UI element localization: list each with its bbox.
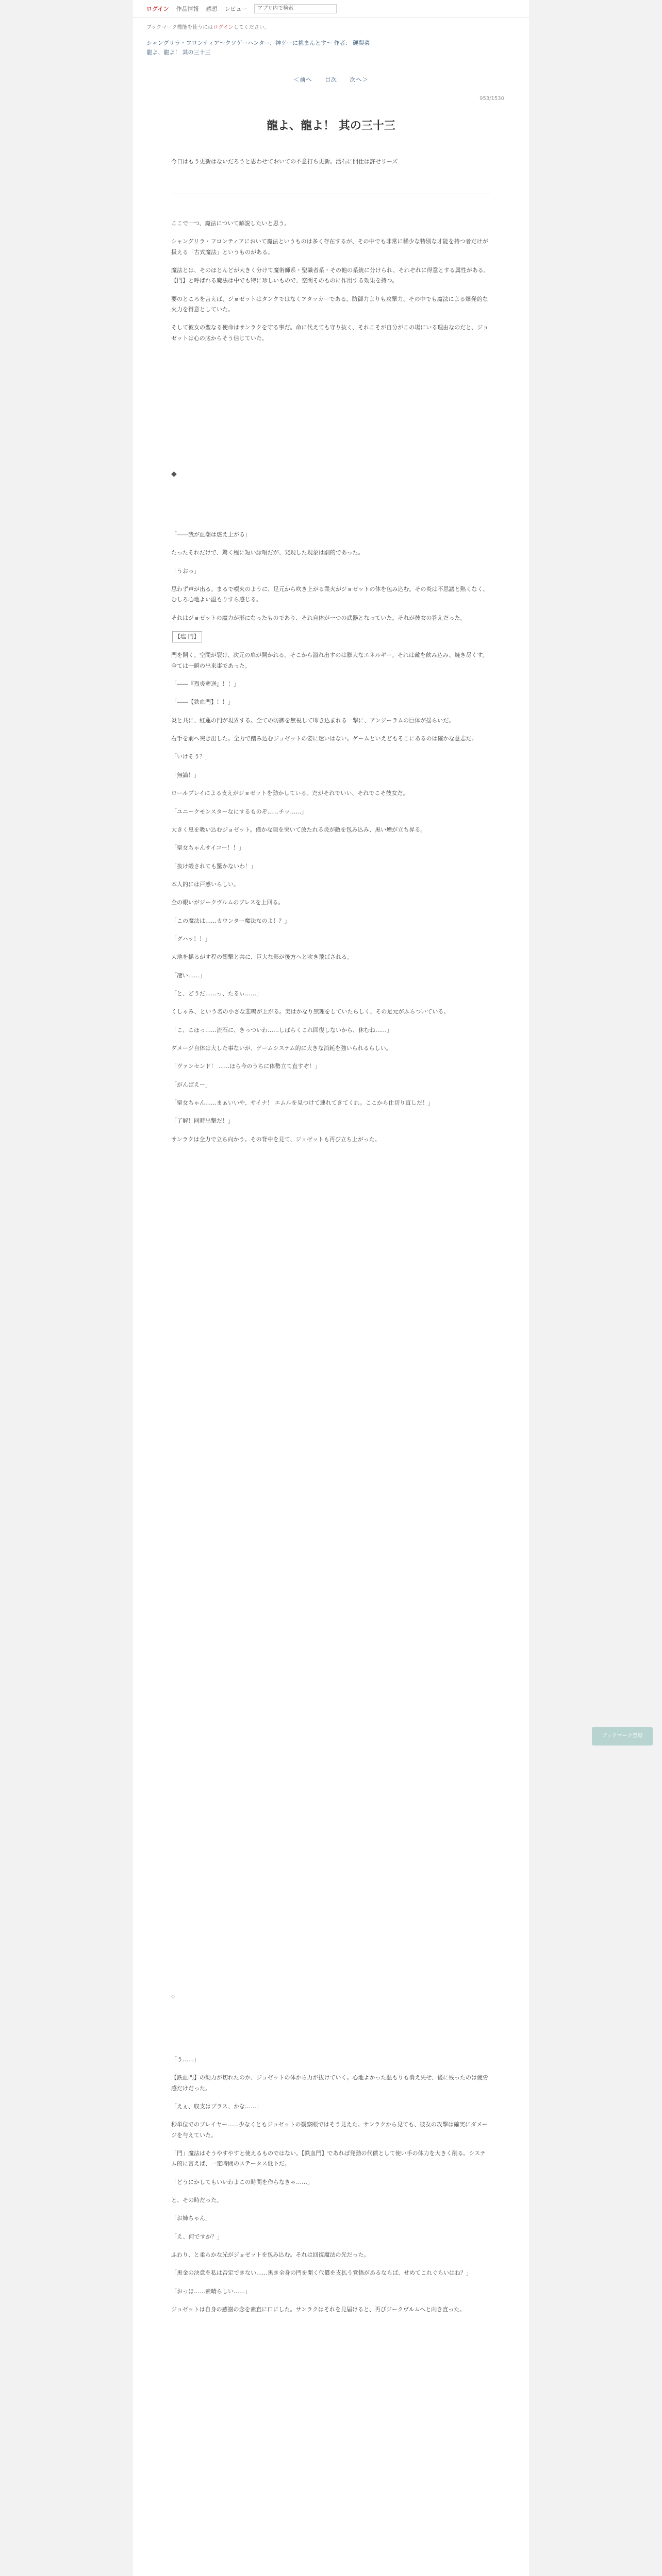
paragraph: 「こ、こほっ……流石に、きっついわ……しばらくこれ回復しないから、休むね……」: [171, 1026, 392, 1033]
login-link[interactable]: ログイン: [146, 5, 169, 12]
paragraph: 「いけそう？」: [171, 753, 211, 760]
chapter-title: 龍よ、龍よ！ 其の三十三: [267, 119, 395, 133]
novel-body-part-3: [171, 2055, 491, 2323]
author-link[interactable]: 硬梨菜: [353, 40, 370, 46]
paragraph: 要のところを言えば、ジョゼットはタンクではなくアタッカーである。防御力よりも攻撃力、その中でも魔法による爆発的な火力を得意としていた。: [171, 295, 488, 313]
paragraph: 「おっほ……素晴らしい……」: [171, 2287, 251, 2295]
foreword: [171, 157, 491, 175]
notice-suffix: してください。: [233, 25, 270, 30]
paragraph: 「抜け殻されても驚かないわ！」: [171, 862, 256, 870]
paragraph: 「がんばえー」: [171, 1081, 211, 1088]
search-input[interactable]: [254, 4, 337, 13]
paragraph: 秒単位でのブレイヤー……少なくともジョゼットの観察眼ではそう見えた。サンラクから見ても、彼女の攻撃は確実にダメージを与えていた。: [171, 2121, 488, 2139]
notice-prefix: ブックマーク機能を使うには: [146, 25, 213, 30]
nav-item-reviews[interactable]: レビュー: [224, 5, 247, 12]
novel-body-part-2: [171, 530, 491, 1153]
paragraph: くしゃみ、という名の小さな悲鳴が上がる。実はかなり無理をしていたらしく、その足元がふらついている。: [171, 1008, 450, 1015]
paragraph: シャングリラ・フロンティアにおいて魔法というものは多く存在するが、その中でも非常に稀少な特別な才能を持つ者だけが扱える「古式魔法」というものがある。: [171, 238, 488, 256]
paragraph: 「えぇ、収支はプラス、かな……」: [171, 2103, 262, 2110]
paragraph: 「凄い……」: [171, 972, 205, 979]
paragraph: 炎と共に、紅蓮の門が現界する。全ての防御を無視して叩き込まれる一撃に、アンジーラムの巨体が揺らいだ。: [171, 717, 455, 724]
paragraph: 「グハッ！！」: [171, 935, 211, 942]
paragraph: ここで一つ、魔法について解説したいと思う。: [171, 220, 290, 227]
novel-body-part-1: [171, 218, 491, 351]
boxed-term: 【塩 門】: [172, 631, 202, 642]
table-of-contents-link[interactable]: 目次: [325, 76, 337, 83]
foreword-paragraph: 今日はもう更新はないだろうと思わせておいての不意打ち更新。活石に開仕は許せリーズ: [171, 158, 398, 165]
paragraph: 大きく息を吸い込むジョゼット。僅かな隙を突いて放たれる炎が敵を包み込み、黒い煙が立ち昇る。: [171, 826, 426, 833]
paragraph: 「お姉ちゃん」: [171, 2215, 211, 2222]
paragraph: 「ユニークモンスターなにするものぞ……チッ……」: [171, 808, 307, 815]
paragraph: 「――【鉄血門】！！」: [171, 699, 234, 706]
paragraph: 「う……」: [171, 2056, 200, 2063]
paragraph: 「無論！」: [171, 771, 200, 778]
paragraph: 右手を前へ突き出した。全力で踏み込むジョゼットの姿に迷いはない。ゲームといえどもそこにあるのは確かな意志だ。: [171, 735, 477, 742]
paragraph: 「了解！同時出撃だ！」: [171, 1117, 234, 1125]
notice-login-link[interactable]: ログイン: [213, 25, 234, 30]
nav-item-impressions[interactable]: 感想: [206, 5, 218, 12]
paragraph: 「聖女ちゃん……まぁいいや、サイナ！ エムルを見つけて連れてきてくれ。ここから仕切り直しだ！」: [171, 1099, 434, 1106]
paragraph: 門を開く。空間が裂け、次元の扉が開かれる。そこから溢れ出すのは膨大なエネルギー。それは敵を飲み込み、焼き尽くす。全ては一瞬の出来事であった。: [171, 652, 488, 669]
paragraph: 「――我が血潮は燃え上がる」: [171, 531, 251, 538]
chapter-crumb: 龍よ、龍よ！ 其の三十三: [146, 48, 211, 56]
bookmark-side-tab[interactable]: ブックマーク登録: [592, 1727, 653, 1745]
paragraph: ロールプレイによる支えがジョゼットを動かしている。だがそれでいい、それでこそ彼女だ。: [171, 790, 409, 797]
paragraph: それはジョゼットの魔力が形になったものであり、それ自体が一つの武器となっていた。それが彼女の答えだった。: [171, 614, 466, 621]
paragraph: 「ヴァンセンド！ ……ほら今のうちに体勢立て直すぞ！」: [171, 1063, 321, 1070]
paragraph: サンラクは全力で立ち向かう。その背中を見て、ジョゼットも再び立ち上がった。: [171, 1136, 380, 1143]
scene-break-mark: ◇: [171, 1994, 175, 1999]
paragraph: 【鉄血門】の効力が切れたのか、ジョゼットの体から力が抜けていく。心地よかった温もりも消え失せ、後に残ったのは疲労感だけだった。: [171, 2074, 489, 2092]
paragraph: 「うおっ」: [171, 567, 200, 574]
series-title-link[interactable]: シャングリラ・フロンティア～クソゲーハンター、神ゲーに挑まんとす～: [146, 40, 333, 46]
paragraph: 「と、どうだ……っ、たるぃ……」: [171, 990, 262, 997]
nav-item-work-info[interactable]: 作品情報: [176, 5, 199, 12]
paragraph: 「え、何ですか？」: [171, 2233, 223, 2240]
paragraph: たったそれだけで、驚く程に短い詠唱だが、発現した現象は劇的であった。: [171, 549, 364, 556]
author-label: 作者：: [334, 40, 351, 46]
paragraph: ダメージ自体は大した事ないが、ゲームシステム的に大きな消耗を強いられるらしい。: [171, 1044, 392, 1052]
top-navigation: [133, 0, 529, 18]
paragraph: 「――『烈炎葬送』！！」: [171, 681, 239, 688]
paragraph: 「この魔法は……カウンター魔法なのよ！？」: [171, 917, 290, 924]
paragraph: 思わず声が出る。まるで噴火のように、足元から吹き上がる業火がジョゼットの体を包み込む。その炎は不思議と熱くなく、むしろ心地よい温もりすら感じる。: [171, 586, 489, 603]
paragraph: と、その時だった。: [171, 2197, 222, 2204]
prev-chapter-link[interactable]: ＜前へ: [293, 76, 312, 83]
paragraph: ふわり、と柔らかな光がジョゼットを包み込む。それは回復魔法の光だった。: [171, 2251, 370, 2259]
breadcrumb: [133, 30, 529, 57]
paragraph: 全の眼いがジークヴルムのブレスを上回る。: [171, 899, 284, 906]
paragraph: そして彼女の聖なる使命はサンラクを守る事だ。命に代えても守り抜く、それこそが自分がこの場にいる理由なのだと、ジョゼットは心の底からそう信じていた。: [171, 324, 489, 342]
paragraph: 本人的には戸惑いらしい。: [171, 880, 239, 888]
next-chapter-link[interactable]: 次へ＞: [350, 76, 369, 83]
scene-break-mark: ◆: [171, 470, 177, 478]
chapter-pager: [133, 75, 529, 83]
paragraph: 「聖女ちゃんサイコー！！」: [171, 844, 244, 852]
paragraph: 魔法とは、そのほとんどが大きく分けて魔術師系・聖職者系・その他の系統に分けられ、それぞれに得意とする属性がある。【門】と呼ばれる魔法は中でも特に珍しいもので、空間そのものに作用する効果を持つ。: [171, 267, 489, 284]
paragraph: 「黒金の決意を私は否定できない……黒き全身の門を開く代償を支払う覚悟があるならば、せめてこれぐらいはね？」: [171, 2269, 472, 2277]
page: [133, 0, 529, 2576]
paragraph: 「どうにかしてもいいわよこの時間を作らなきゃ……」: [171, 2178, 313, 2185]
episode-number: 953/1530: [479, 96, 504, 102]
bookmark-login-notice: [133, 18, 529, 30]
paragraph: ジョゼットは自身の感謝の念を素直に口にした。サンラクはそれを見届けると、再びジークヴルムへと向き直った。: [171, 2306, 466, 2313]
paragraph-boxed: [171, 631, 491, 642]
paragraph: 「門」魔法はそうやすやすと使えるものではない。【鉄血門】であれば発動の代償として使い手の体力を大きく削る。システム的に言えば、一定時間のステータス低下だ。: [171, 2150, 486, 2167]
paragraph: 大地を揺るがす程の衝撃と共に、巨大な影が後方へと吹き飛ばされる。: [171, 954, 353, 961]
